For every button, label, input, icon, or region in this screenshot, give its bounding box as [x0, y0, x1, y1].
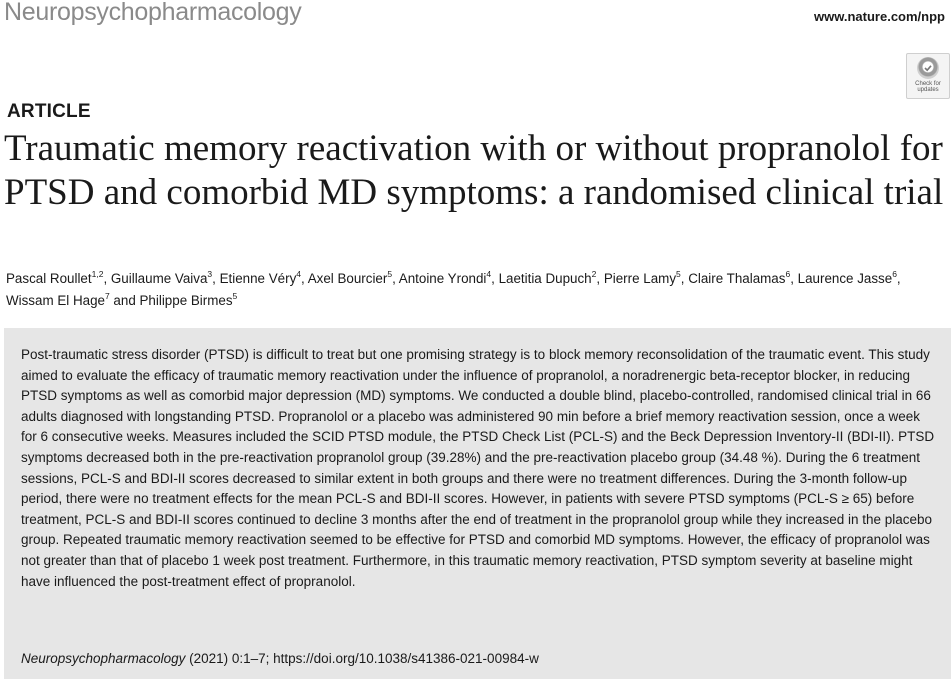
author-separator: ,	[596, 271, 604, 286]
journal-url[interactable]: www.nature.com/npp	[814, 9, 945, 24]
author-affiliation: 4	[296, 269, 301, 279]
author-separator: ,	[491, 271, 499, 286]
author-affiliation: 3	[207, 269, 213, 279]
author-affiliation: 6	[892, 269, 897, 279]
check-updates-icon	[917, 57, 939, 79]
author-separator: ,	[790, 271, 798, 286]
article-title: Traumatic memory reactivation with or without propranolol for PTSD and comorbid MD symptoms: a randomised clinical trial	[4, 128, 944, 213]
author-name[interactable]: Laurence Jasse	[797, 271, 893, 286]
author-name[interactable]: Antoine Yrondi	[398, 271, 487, 286]
author-affiliation: 5	[676, 269, 681, 279]
author-name[interactable]: Axel Bourcier	[307, 271, 388, 286]
author-name[interactable]: Etienne Véry	[219, 271, 297, 286]
author-affiliation: 2	[591, 269, 597, 279]
author-affiliation: 5	[387, 269, 393, 279]
author-name[interactable]: Laetitia Dupuch	[498, 271, 592, 286]
author-name[interactable]: Wissam El Hage	[6, 293, 105, 308]
author-affiliation: 5	[232, 291, 238, 301]
author-name[interactable]: Philippe Birmes	[139, 293, 233, 308]
author-affiliation: 4	[486, 269, 492, 279]
author-separator: ,	[301, 271, 308, 286]
author-separator: ,	[896, 271, 901, 286]
author-separator: and	[109, 293, 140, 308]
author-separator: ,	[680, 271, 689, 286]
author-separator: ,	[212, 271, 220, 286]
abstract-box	[4, 328, 951, 679]
author-name[interactable]: Pierre Lamy	[603, 271, 677, 286]
author-list	[6, 268, 946, 312]
abstract-text: Post-traumatic stress disorder (PTSD) is difficult to treat but one promising strategy is to block memory reconsolidation of the traumatic event. This study aimed to evaluate the efficacy of traumatic memory reactivation under the influence of propranolol, a noradrenergic beta-receptor blocker, in reducing PTSD symptoms as well as comorbid major depression (MD) symptoms. We conducted a double blind, placebo-controlled, randomised clinical trial in 66 adults diagnosed with longstanding PTSD. Propranolol or a placebo was administered 90 min before a brief memory reactivation session, once a week for 6 consecutive weeks. Measures included the SCID PTSD module, the PTSD Check List (PCL-S) and the Beck Depression Inventory-II (BDI-II). PTSD symptoms decreased both in the pre-reactivation propranolol group (39.28%) and the pre-reactivation placebo group (34.48 %). During the 6 treatment sessions, PCL-S and BDI-II scores decreased to similar extent in both groups and there were no treatment differences. During the 3-month follow-up period, there were no treatment effects for the mean PCL-S and BDI-II scores. However, in patients with severe PTSD symptoms (PCL-S ≥ 65) before treatment, PCL-S and BDI-II scores continued to decline 3 months after the end of treatment in the propranolol group while they increased in the placebo group. Repeated traumatic memory reactivation seemed to be effective for PTSD and comorbid MD symptoms. However, the efficacy of propranolol was not greater than that of placebo 1 week post treatment. Furthermore, in this traumatic memory reactivation, PTSD symptom severity at baseline might have influenced the post-treatment effect of propranolol.	[21, 347, 935, 589]
author-affiliation: 6	[785, 269, 791, 279]
citation-details[interactable]: (2021) 0:1–7; https://doi.org/10.1038/s41386-021-00984-w	[185, 651, 539, 666]
author-separator: ,	[392, 271, 399, 286]
author-name[interactable]: Claire Thalamas	[688, 271, 786, 286]
author-affiliation: 7	[104, 291, 110, 301]
check-for-updates-button[interactable]	[906, 53, 950, 99]
author-affiliation: 1,2	[91, 269, 104, 279]
journal-name: Neuropsychopharmacology	[4, 0, 302, 26]
check-updates-label: Check for updates	[915, 81, 941, 93]
citation-journal: Neuropsychopharmacology	[21, 651, 186, 666]
citation-line	[21, 650, 939, 668]
author-name[interactable]: Guillaume Vaiva	[110, 271, 208, 286]
author-name[interactable]: Pascal Roullet	[6, 271, 92, 286]
author-separator: ,	[103, 271, 111, 286]
article-type-label: ARTICLE	[7, 101, 91, 122]
